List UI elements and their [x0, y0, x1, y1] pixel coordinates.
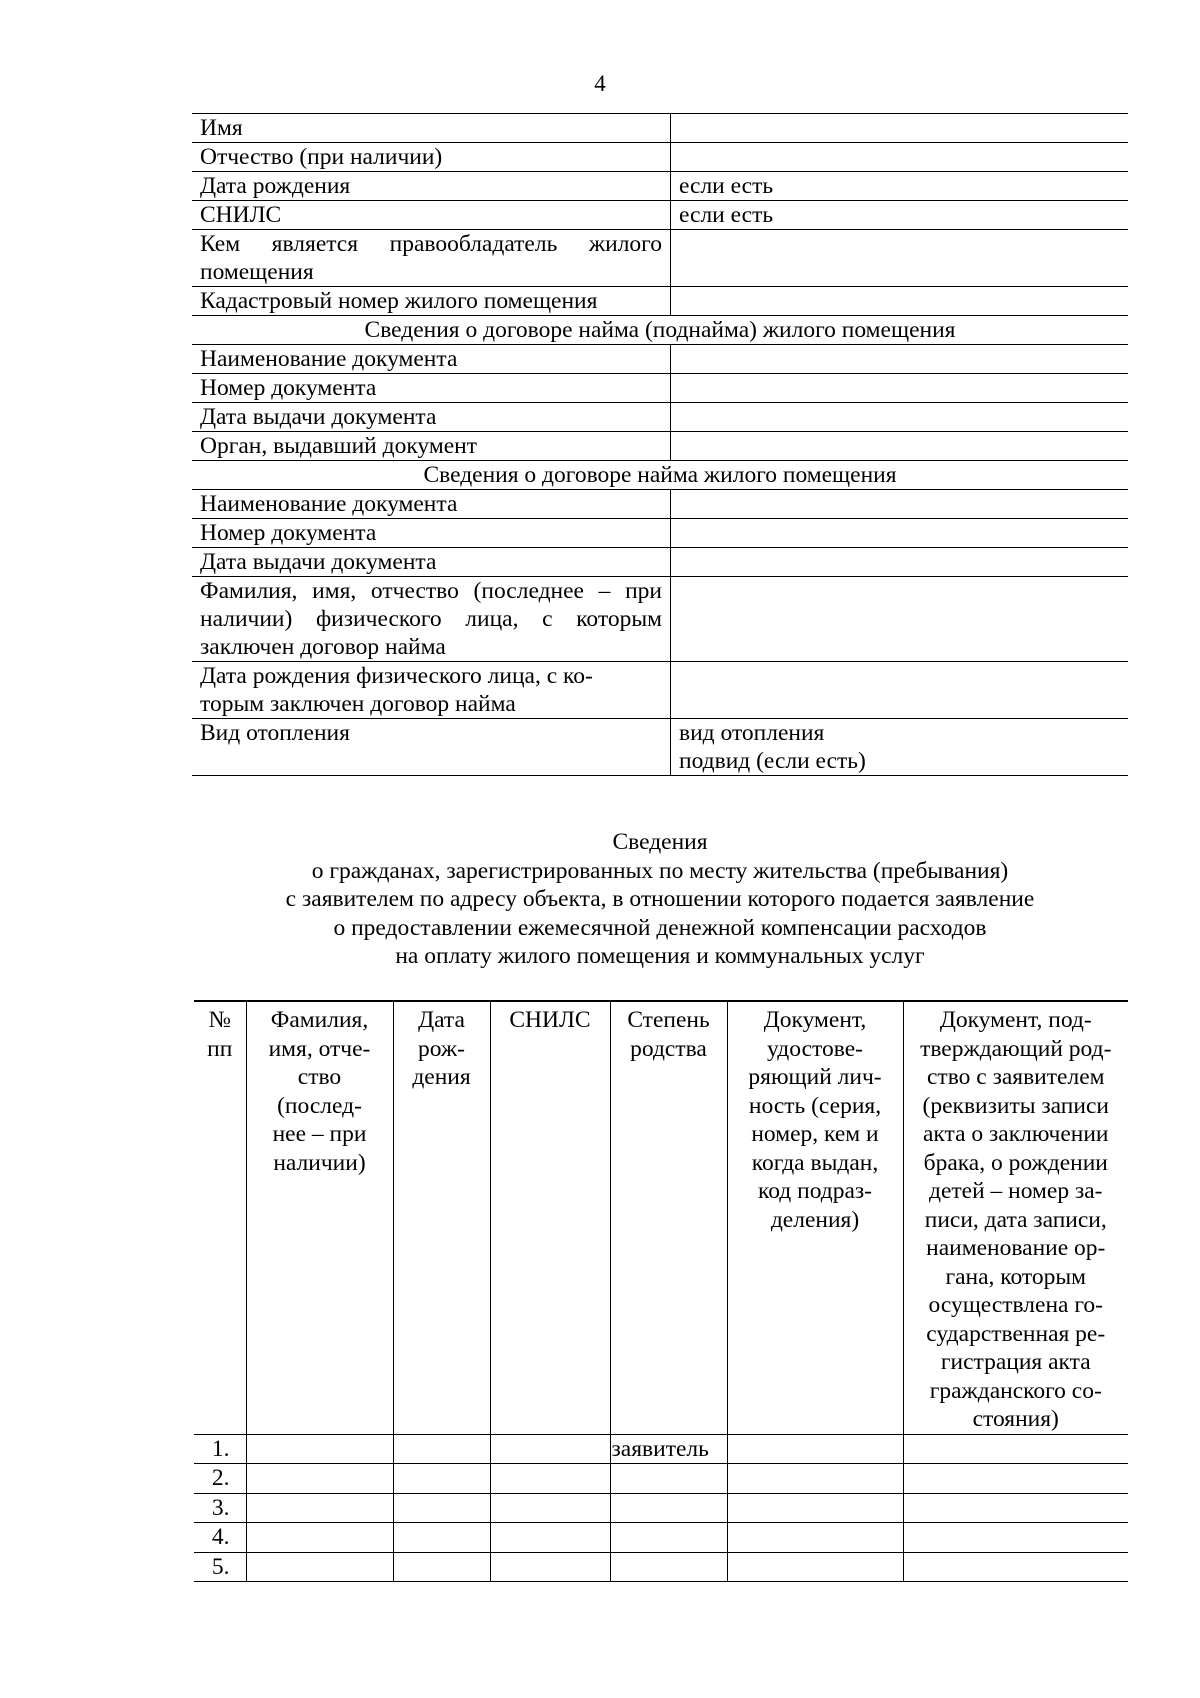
table-cell[interactable] [393, 1464, 490, 1494]
form-field-value[interactable]: если есть [671, 172, 1129, 201]
table-cell[interactable] [246, 1523, 393, 1553]
table-row [194, 1493, 1128, 1523]
form-field-value[interactable] [671, 432, 1129, 461]
table-cell[interactable] [393, 1523, 490, 1553]
form-field-row [192, 403, 1128, 432]
form-field-value[interactable] [671, 490, 1129, 519]
form-field-row [192, 287, 1128, 316]
form-field-label: Кадастровый номер жилого помещения [192, 287, 671, 316]
relation-cell[interactable] [610, 1464, 727, 1494]
table-cell[interactable] [393, 1493, 490, 1523]
column-header: СНИЛС [490, 1001, 610, 1434]
column-header: № пп [194, 1001, 246, 1434]
table-cell[interactable] [490, 1523, 610, 1553]
table-row [194, 1523, 1128, 1553]
form-field-label: СНИЛС [192, 201, 671, 230]
form-field-value[interactable] [671, 548, 1129, 577]
form-field-value[interactable] [671, 114, 1129, 143]
row-number: 4. [194, 1523, 246, 1553]
heading-line: на оплату жилого помещения и коммунальных услуг [395, 943, 925, 969]
row-number: 5. [194, 1552, 246, 1582]
relation-cell[interactable] [610, 1552, 727, 1582]
column-header: Дата рож- дения [393, 1001, 490, 1434]
table-cell[interactable] [903, 1464, 1128, 1494]
table-cell[interactable] [727, 1552, 903, 1582]
page-number: 4 [594, 71, 606, 96]
form-field-row [192, 230, 1128, 287]
form-field-label: Наименование документа [192, 345, 671, 374]
table-cell[interactable] [903, 1434, 1128, 1464]
form-field-value[interactable] [671, 345, 1129, 374]
column-header: Фамилия, имя, отче- ство (послед- нее – при наличии) [246, 1001, 393, 1434]
form-field-row [192, 548, 1128, 577]
form-field-label: Дата выдачи документа [192, 403, 671, 432]
form-field-label: Кем является правообладатель жилого помещения [192, 230, 671, 287]
relation-cell[interactable]: заявитель [610, 1434, 727, 1464]
table-cell[interactable] [393, 1552, 490, 1582]
citizens-heading [192, 828, 1128, 971]
citizens-table [194, 1000, 1128, 1582]
form-field-row [192, 577, 1128, 662]
table-cell[interactable] [246, 1434, 393, 1464]
column-header: Степень родства [610, 1001, 727, 1434]
table-cell[interactable] [246, 1464, 393, 1494]
form-field-row [192, 345, 1128, 374]
form-field-value[interactable] [671, 403, 1129, 432]
form-field-value[interactable]: вид отопления подвид (если есть) [671, 719, 1129, 776]
form-field-row [192, 490, 1128, 519]
form-field-row [192, 143, 1128, 172]
table-row [194, 1434, 1128, 1464]
form-field-label: Номер документа [192, 519, 671, 548]
form-field-label: Дата выдачи документа [192, 548, 671, 577]
form-field-row [192, 719, 1128, 776]
citizens-table-header [194, 1001, 1128, 1434]
form-section-title: Сведения о договоре найма (поднайма) жилого помещения [192, 316, 1128, 345]
table-cell[interactable] [727, 1493, 903, 1523]
form-section-title: Сведения о договоре найма жилого помещения [192, 461, 1128, 490]
relation-cell[interactable] [610, 1523, 727, 1553]
form-field-label: Дата рождения [192, 172, 671, 201]
form-field-value[interactable] [671, 519, 1129, 548]
table-cell[interactable] [393, 1434, 490, 1464]
form-field-row [192, 201, 1128, 230]
table-cell[interactable] [727, 1434, 903, 1464]
table-cell[interactable] [903, 1552, 1128, 1582]
form-field-label: Имя [192, 114, 671, 143]
form-field-value[interactable] [671, 143, 1129, 172]
form-field-label: Фамилия, имя, отчество (последнее – при наличии) физического лица, с которым заключен договор найма [192, 577, 671, 662]
table-cell[interactable] [490, 1493, 610, 1523]
row-number: 1. [194, 1434, 246, 1464]
form-field-value[interactable] [671, 577, 1129, 662]
table-cell[interactable] [727, 1464, 903, 1494]
form-field-label: Вид отопления [192, 719, 671, 776]
table-cell[interactable] [246, 1493, 393, 1523]
column-header: Документ, под- тверждающий род- ство с заявителем (реквизиты записи акта о заключении брака, о рождении детей – номер за- писи, дата записи, наименование ор- гана, которым осуществлена го- сударственная ре- гистрация акта гражданского со- стояния) [903, 1001, 1128, 1434]
table-row [194, 1464, 1128, 1494]
table-cell[interactable] [903, 1493, 1128, 1523]
form-field-label: Отчество (при наличии) [192, 143, 671, 172]
form-field-value[interactable] [671, 287, 1129, 316]
heading-title: Сведения [612, 829, 708, 855]
form-field-row [192, 172, 1128, 201]
form-field-label: Наименование документа [192, 490, 671, 519]
form-field-row [192, 662, 1128, 719]
form-section-row [192, 316, 1128, 345]
form-field-row [192, 374, 1128, 403]
relation-cell[interactable] [610, 1493, 727, 1523]
table-cell[interactable] [246, 1552, 393, 1582]
table-row [194, 1552, 1128, 1582]
row-number: 3. [194, 1493, 246, 1523]
form-field-row [192, 114, 1128, 143]
form-field-value[interactable]: если есть [671, 201, 1129, 230]
form-field-value[interactable] [671, 374, 1129, 403]
table-cell[interactable] [903, 1523, 1128, 1553]
form-field-label: Дата рождения физического лица, с ко- торым заключен договор найма [192, 662, 671, 719]
form-field-label: Номер документа [192, 374, 671, 403]
heading-line: о предоставлении ежемесячной денежной компенсации расходов [333, 914, 987, 941]
table-cell[interactable] [490, 1552, 610, 1582]
form-field-value[interactable] [671, 230, 1129, 287]
table-cell[interactable] [490, 1434, 610, 1464]
column-header: Документ, удостове- ряющий лич- ность (серия, номер, кем и когда выдан, код подраз- деления) [727, 1001, 903, 1434]
table-cell[interactable] [490, 1464, 610, 1494]
property-form-table [192, 113, 1128, 776]
form-section-row [192, 461, 1128, 490]
table-cell[interactable] [727, 1523, 903, 1553]
form-field-row [192, 519, 1128, 548]
row-number: 2. [194, 1464, 246, 1494]
form-field-value[interactable] [671, 662, 1129, 719]
form-field-label: Орган, выдавший документ [192, 432, 671, 461]
heading-line: с заявителем по адресу объекта, в отношении которого подается заявление [285, 886, 1035, 912]
heading-line: о гражданах, зарегистрированных по месту жительства (пребывания) [311, 857, 1009, 884]
form-field-row [192, 432, 1128, 461]
